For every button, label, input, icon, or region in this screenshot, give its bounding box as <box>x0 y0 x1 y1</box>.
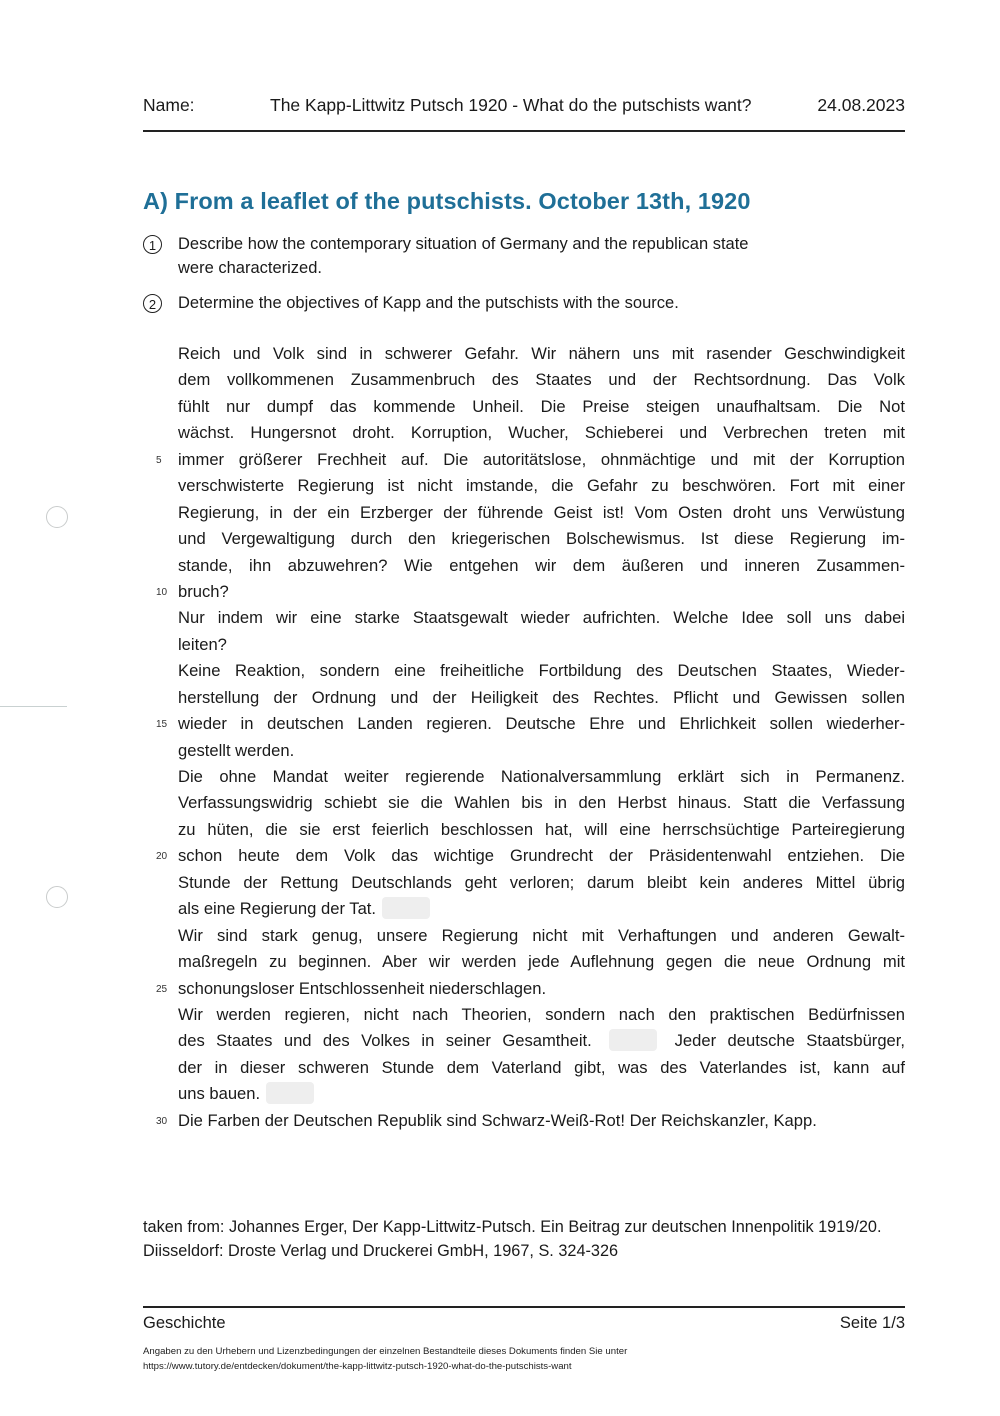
punch-hole-mark-bottom <box>46 886 68 908</box>
source-line: zu hüten, die sie erst feierlich beschlossen hat, will eine herrschsüchtige Parteiregierung <box>178 819 905 839</box>
source-line: Stunde der Rettung Deutschlands geht verloren; darum bleibt kein anderes Mittel übrig <box>178 872 905 892</box>
source-line: Keine Reaktion, sondern eine freiheitliche Fortbildung des Deutschen Staates, Wieder- <box>178 661 905 681</box>
line-number: 10 <box>156 586 168 598</box>
source-line: des Staates und des Volkes in seiner Gesamtheit. Jeder deutsche Staatsbürger, <box>178 1031 905 1051</box>
footer-divider <box>143 1306 905 1308</box>
source-citation: taken from: Johannes Erger, Der Kapp-Littwitz-Putsch. Ein Beitrag zur deutschen Innenpolitik 1919/20. Diisseldorf: Droste Verlag und Druckerei GmbH, 1967, S. 324-326 <box>143 1218 882 1260</box>
fold-mark <box>0 706 67 707</box>
source-line: maßregeln zu beginnen. Aber wir werden jede Auflehnung gegen die neue Ordnung mit <box>178 952 905 972</box>
line-number: 20 <box>156 851 168 863</box>
task-number-circle-icon: 2 <box>143 294 162 313</box>
source-line: und Vergewaltigung durch den kriegerischen Bolschewismus. Ist diese Regierung im- <box>178 529 905 549</box>
source-line: 5 immer größerer Frechheit auf. Die autoritätslose, ohnmächtige und mit der Korruption <box>178 447 905 473</box>
task-text: Determine the objectives of Kapp and the putschists with the source. <box>178 294 679 312</box>
source-line: uns bauen. <box>178 1081 905 1107</box>
redaction-placeholder <box>382 897 430 919</box>
source-line: stande, ihn abzuwehren? Wie entgehen wir dem äußeren und inneren Zusammen- <box>178 555 905 575</box>
footer-subject: Geschichte <box>143 1314 226 1332</box>
source-line: 10 bruch? <box>178 579 905 605</box>
source-line: Die ohne Mandat weiter regierende Nationalversammlung erklärt sich in Permanenz. <box>178 767 905 786</box>
license-text: Angaben zu den Urhebern und Lizenzbedingungen der einzelnen Bestandteile dieses Dokuments finden Sie unter <box>143 1346 628 1357</box>
source-line: 15 wieder in deutschen Landen regieren. Deutsche Ehre und Ehrlichkeit sollen wiederher- <box>178 711 905 737</box>
page-header <box>143 92 905 132</box>
source-line: verschwisterte Regierung ist nicht imstande, die Gefahr zu beschwören. Fort mit einer <box>178 476 905 496</box>
line-number: 25 <box>156 983 168 995</box>
task-2 <box>143 291 763 315</box>
license-note <box>143 1344 627 1374</box>
source-line: Regierung, in der ein Erzberger der führende Geist ist! Vom Osten droht uns Verwüstung <box>178 502 905 522</box>
redaction-placeholder <box>609 1029 657 1051</box>
source-line: Verfassungswidrig schiebt sie die Wahlen bis in den Herbst hinaus. Statt die Verfassung <box>178 793 905 813</box>
source-line: gestellt werden. <box>178 740 295 760</box>
task-number-circle-icon: 1 <box>143 235 162 254</box>
source-line: fühlt nur dumpf das kommende Unheil. Die Preise steigen unaufhaltsam. Die Not <box>178 396 905 416</box>
source-line: Nur indem wir eine starke Staatsgewalt wieder aufrichten. Welche Idee soll uns dabei <box>178 608 905 628</box>
source-line: der in dieser schweren Stunde dem Vaterland gibt, was des Vaterlandes ist, kann auf <box>178 1057 905 1077</box>
task-1 <box>143 232 763 280</box>
redaction-placeholder <box>266 1082 314 1104</box>
source-line: Wir werden regieren, nicht nach Theorien, sondern nach den praktischen Bedürfnissen <box>178 1004 905 1024</box>
line-number: 5 <box>156 454 162 466</box>
document-date: 24.08.2023 <box>817 95 905 115</box>
source-line: 20 schon heute dem Volk das wichtige Grundrecht der Präsidentenwahl entziehen. Die <box>178 843 905 869</box>
line-number: 15 <box>156 719 168 731</box>
source-line: Wir sind stark genug, unsere Regierung nicht mit Verhaftungen und anderen Gewalt- <box>178 925 905 945</box>
source-line: leiten? <box>178 634 227 654</box>
punch-hole-mark-top <box>46 506 68 528</box>
source-line: Reich und Volk sind in schwerer Gefahr. Wir nähern uns mit rasender Geschwindigkeit <box>178 344 905 363</box>
source-line: herstellung der Ordnung und der Heiligkeit des Rechtes. Pflicht und Gewissen sollen <box>178 687 905 707</box>
source-text <box>156 341 905 1134</box>
source-line: wächst. Hungersnot droht. Korruption, Wucher, Schieberei und Verbrechen treten mit <box>178 423 905 443</box>
page-number: Seite 1/3 <box>839 1314 905 1332</box>
source-line: 25 schonungsloser Entschlossenheit niederschlagen. <box>178 976 905 1002</box>
document-title: The Kapp-Littwitz Putsch 1920 - What do the putschists want? <box>270 95 752 115</box>
task-text: Describe how the contemporary situation of Germany and the republican state were characterized. <box>178 235 749 277</box>
document-url[interactable]: https://www.tutory.de/entdecken/dokument/the-kapp-littwitz-putsch-1920-what-do-the-putschists-want <box>143 1361 572 1372</box>
section-title: A) From a leaflet of the putschists. October 13th, 1920 <box>143 188 751 214</box>
source-line: als eine Regierung der Tat. <box>178 896 905 922</box>
source-line: dem vollkommenen Zusammenbruch des Staates und der Rechtsordnung. Das Volk <box>178 370 905 390</box>
source-line: 30 Die Farben der Deutschen Republik sind Schwarz-Weiß-Rot! Der Reichskanzler, Kapp. <box>178 1108 905 1134</box>
line-number: 30 <box>156 1115 168 1127</box>
name-label: Name: <box>143 95 195 115</box>
